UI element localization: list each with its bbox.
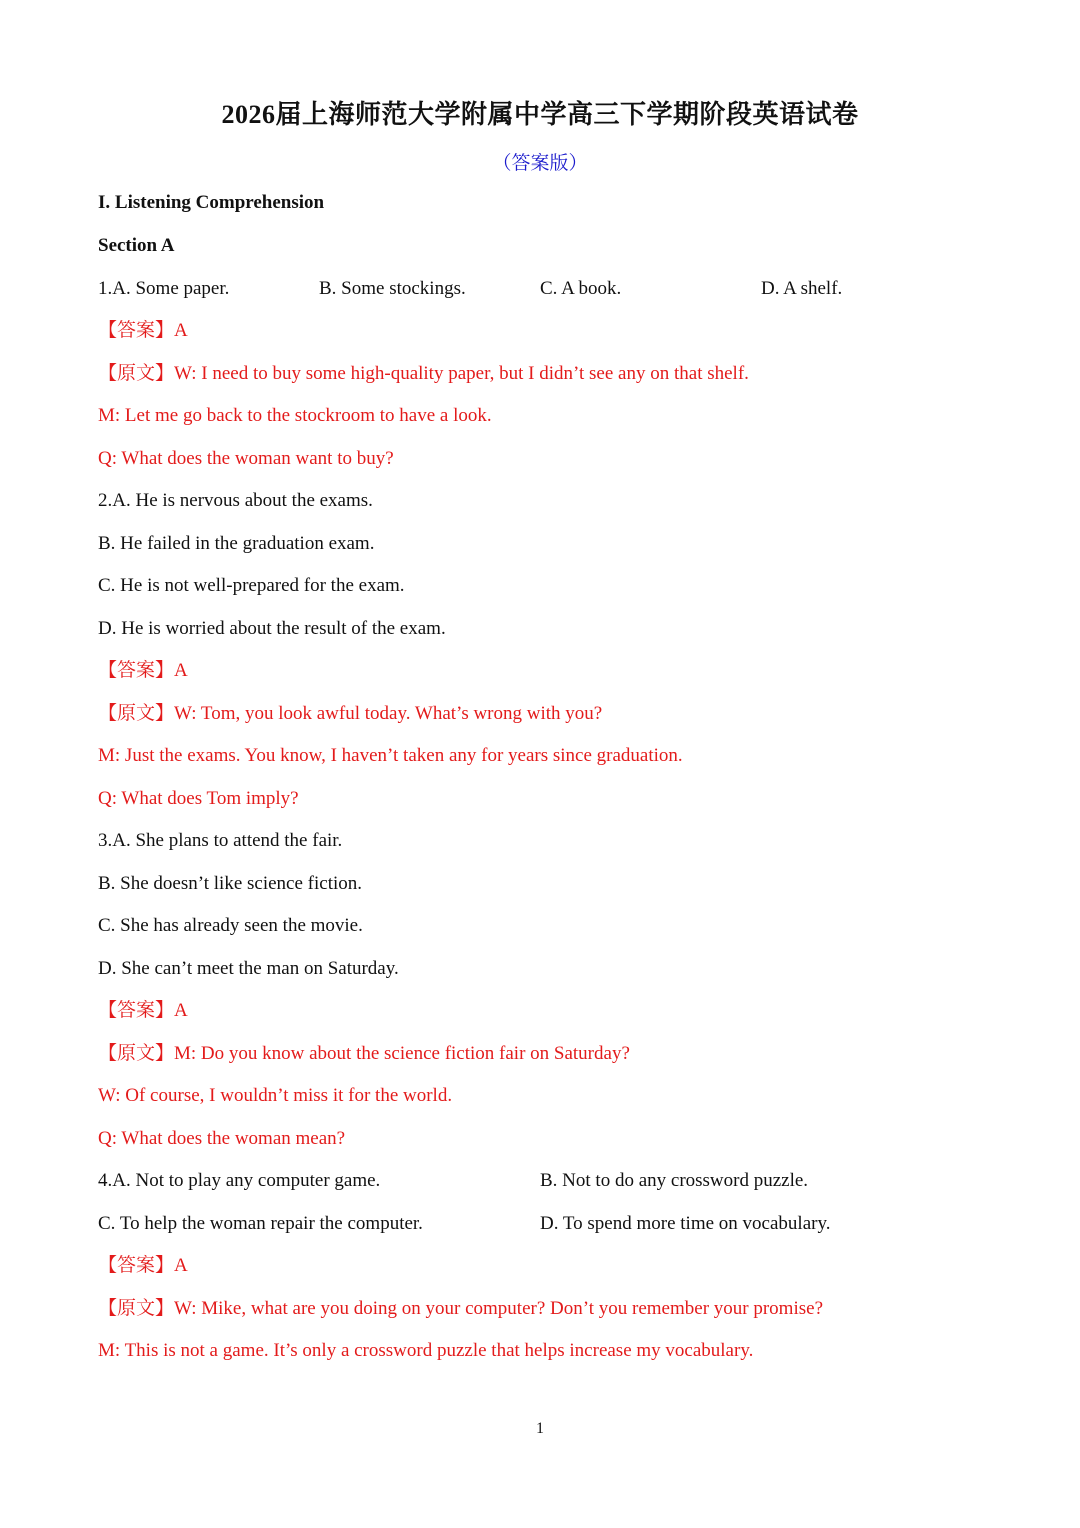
- q1-option-c: C. A book.: [540, 278, 622, 299]
- q2-option-a: 2.A. He is nervous about the exams.: [98, 490, 373, 511]
- q4-option-d: D. To spend more time on vocabulary.: [540, 1213, 831, 1234]
- q3-option-c: C. She has already seen the movie.: [98, 915, 363, 936]
- q2-option-b: B. He failed in the graduation exam.: [98, 533, 375, 554]
- q3-option-a: 3.A. She plans to attend the fair.: [98, 830, 343, 851]
- part-heading: I. Listening Comprehension: [98, 192, 325, 213]
- q3-option-d: D. She can’t meet the man on Saturday.: [98, 958, 399, 979]
- q2-answer: 【答案】A: [98, 660, 188, 681]
- q3-answer: 【答案】A: [98, 1000, 188, 1021]
- page-title: 2026届上海师范大学附属中学高三下学期阶段英语试卷: [221, 100, 859, 129]
- q4-option-a: 4.A. Not to play any computer game.: [98, 1170, 381, 1191]
- q2-option-d: D. He is worried about the result of the exam.: [98, 618, 446, 639]
- q4-script-line-2: M: This is not a game. It’s only a crossword puzzle that helps increase my vocabulary.: [98, 1340, 754, 1361]
- q3-script-question: Q: What does the woman mean?: [98, 1128, 346, 1149]
- q4-option-c: C. To help the woman repair the computer.: [98, 1213, 423, 1234]
- q4-option-b: B. Not to do any crossword puzzle.: [540, 1170, 809, 1191]
- q1-option-d: D. A shelf.: [761, 278, 843, 299]
- q2-script-question: Q: What does Tom imply?: [98, 788, 299, 809]
- q1-script-question: Q: What does the woman want to buy?: [98, 448, 394, 469]
- q4-script-line-1: 【原文】W: Mike, what are you doing on your computer? Don’t you remember your promise?: [98, 1298, 823, 1319]
- q4-answer: 【答案】A: [98, 1255, 188, 1276]
- q1-answer: 【答案】A: [98, 320, 188, 341]
- q2-script-line-2: M: Just the exams. You know, I haven’t taken any for years since graduation.: [98, 745, 683, 766]
- page-number: 1: [536, 1420, 544, 1437]
- q3-option-b: B. She doesn’t like science fiction.: [98, 873, 363, 894]
- answer-edition-label: （答案版）: [492, 153, 588, 174]
- q3-script-line-2: W: Of course, I wouldn’t miss it for the world.: [98, 1085, 453, 1106]
- q1-script-line-2: M: Let me go back to the stockroom to have a look.: [98, 405, 492, 426]
- section-heading: Section A: [98, 235, 175, 256]
- q2-script-line-1: 【原文】W: Tom, you look awful today. What’s wrong with you?: [98, 703, 603, 724]
- q2-option-c: C. He is not well-prepared for the exam.: [98, 575, 405, 596]
- q1-option-b: B. Some stockings.: [319, 278, 466, 299]
- q1-option-a: 1.A. Some paper.: [98, 278, 230, 299]
- q3-script-line-1: 【原文】M: Do you know about the science fiction fair on Saturday?: [98, 1043, 630, 1064]
- q1-script-line-1: 【原文】W: I need to buy some high-quality paper, but I didn’t see any on that shelf.: [98, 363, 749, 384]
